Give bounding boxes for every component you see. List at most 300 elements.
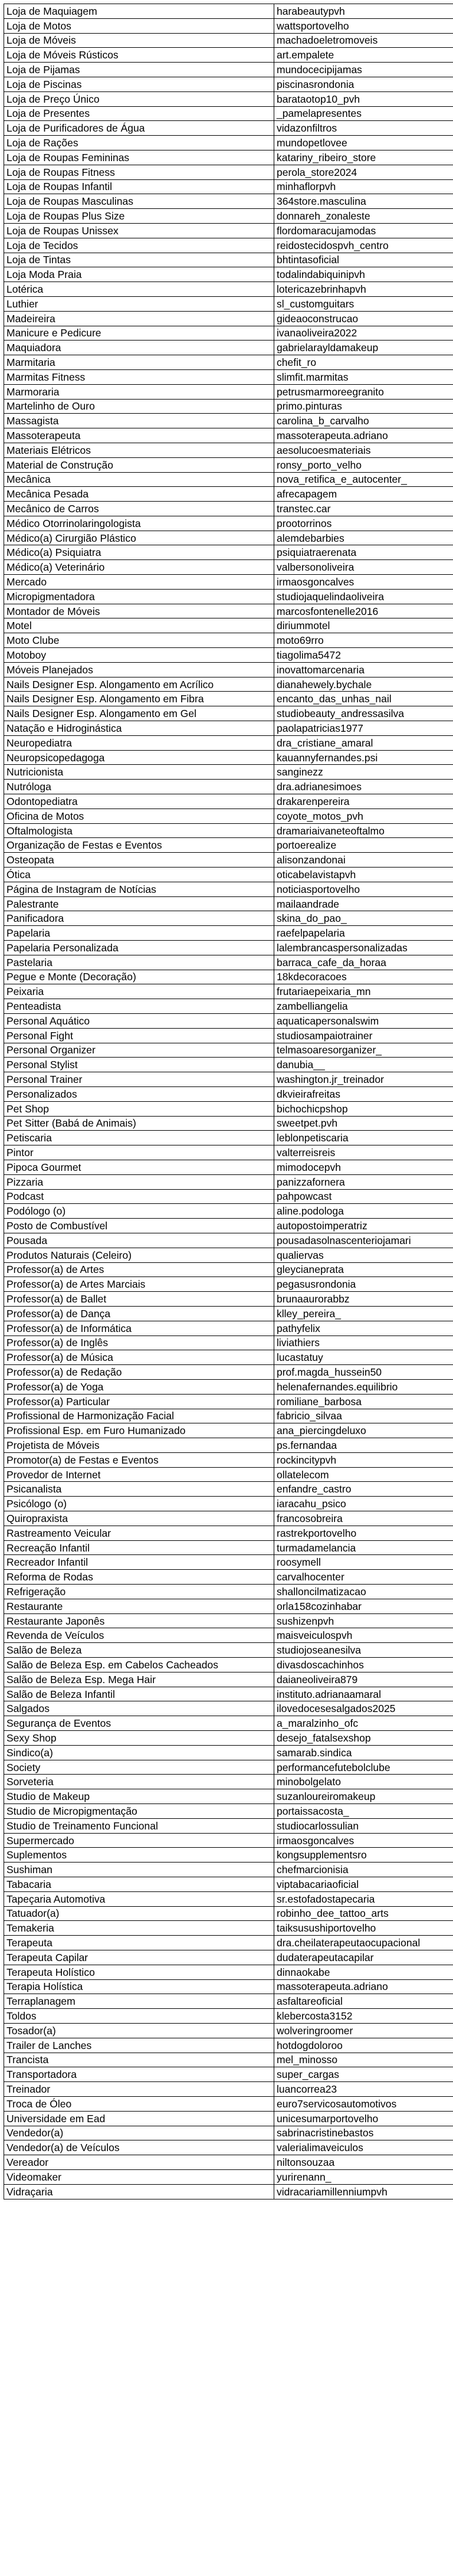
handle-cell[interactable]: klley_pereira_ bbox=[274, 1306, 453, 1321]
handle-cell[interactable]: bichochicpshop bbox=[274, 1101, 453, 1116]
handle-cell[interactable]: chefmarcionisia bbox=[274, 1863, 453, 1877]
handle-cell[interactable]: pahpowcast bbox=[274, 1189, 453, 1204]
category-cell[interactable]: Loja de Roupas Femininas bbox=[4, 150, 274, 165]
category-cell[interactable]: Loja de Roupas Plus Size bbox=[4, 209, 274, 224]
handle-cell[interactable]: slimfit.marmitas bbox=[274, 369, 453, 384]
handle-cell[interactable]: kongsupplementsro bbox=[274, 1848, 453, 1863]
handle-cell[interactable]: minobolgelato bbox=[274, 1775, 453, 1789]
category-cell[interactable]: Organização de Festas e Eventos bbox=[4, 838, 274, 853]
handle-cell[interactable]: iaracahu_psico bbox=[274, 1497, 453, 1511]
handle-cell[interactable]: pegasusrondonia bbox=[274, 1277, 453, 1292]
handle-cell[interactable]: valbersonoliveira bbox=[274, 560, 453, 575]
category-cell[interactable]: Segurança de Eventos bbox=[4, 1716, 274, 1731]
category-cell[interactable]: Suplementos bbox=[4, 1848, 274, 1863]
handle-cell[interactable]: drakarenpereira bbox=[274, 794, 453, 809]
handle-cell[interactable]: roosymell bbox=[274, 1555, 453, 1570]
category-cell[interactable]: Professor(a) de Dança bbox=[4, 1306, 274, 1321]
category-cell[interactable]: Personal Fight bbox=[4, 1028, 274, 1043]
handle-cell[interactable]: brunaaurorabbz bbox=[274, 1292, 453, 1307]
category-cell[interactable]: Transportadora bbox=[4, 2067, 274, 2082]
handle-cell[interactable]: sushizenpvh bbox=[274, 1613, 453, 1628]
category-cell[interactable]: Pegue e Monte (Decoração) bbox=[4, 970, 274, 984]
category-cell[interactable]: Loja de Maquiagem bbox=[4, 4, 274, 19]
handle-cell[interactable]: mimodocepvh bbox=[274, 1160, 453, 1174]
handle-cell[interactable]: massoterapeuta.adriano bbox=[274, 428, 453, 443]
category-cell[interactable]: Luthier bbox=[4, 296, 274, 311]
handle-cell[interactable]: mel_minosso bbox=[274, 2053, 453, 2067]
category-cell[interactable]: Terapeuta bbox=[4, 1936, 274, 1950]
handle-cell[interactable]: vidazonfiltros bbox=[274, 121, 453, 136]
category-cell[interactable]: Loja de Móveis bbox=[4, 33, 274, 48]
category-cell[interactable]: Treinador bbox=[4, 2082, 274, 2097]
category-cell[interactable]: Salão de Beleza Infantil bbox=[4, 1687, 274, 1701]
handle-cell[interactable]: autopostoimperatriz bbox=[274, 1219, 453, 1233]
category-cell[interactable]: Society bbox=[4, 1760, 274, 1775]
handle-cell[interactable]: alisonzandonai bbox=[274, 853, 453, 868]
handle-cell[interactable]: frutariaepeixaria_mn bbox=[274, 984, 453, 999]
handle-cell[interactable]: shalloncilmatizacao bbox=[274, 1585, 453, 1599]
handle-cell[interactable]: zambelliangelia bbox=[274, 999, 453, 1014]
handle-cell[interactable]: afrecapagem bbox=[274, 487, 453, 502]
handle-cell[interactable]: donnareh_zonaleste bbox=[274, 209, 453, 224]
handle-cell[interactable]: prof.magda_hussein50 bbox=[274, 1365, 453, 1380]
category-cell[interactable]: Página de Instagram de Notícias bbox=[4, 882, 274, 896]
category-cell[interactable]: Madeireira bbox=[4, 311, 274, 326]
handle-cell[interactable]: mundopetlovee bbox=[274, 136, 453, 150]
category-cell[interactable]: Supermercado bbox=[4, 1833, 274, 1848]
handle-cell[interactable]: valterreisreis bbox=[274, 1145, 453, 1160]
handle-cell[interactable]: sanginezz bbox=[274, 765, 453, 780]
category-cell[interactable]: Pet Shop bbox=[4, 1101, 274, 1116]
handle-cell[interactable]: tiagolima5472 bbox=[274, 648, 453, 663]
handle-cell[interactable]: performancefutebolclube bbox=[274, 1760, 453, 1775]
category-cell[interactable]: Pet Sitter (Babá de Animais) bbox=[4, 1116, 274, 1131]
handle-cell[interactable]: psiquiatraerenata bbox=[274, 545, 453, 560]
handle-cell[interactable]: desejo_fatalsexshop bbox=[274, 1731, 453, 1746]
handle-cell[interactable]: rockincitypvh bbox=[274, 1452, 453, 1467]
category-cell[interactable]: Materiais Elétricos bbox=[4, 443, 274, 457]
handle-cell[interactable]: dudaterapeutacapilar bbox=[274, 1950, 453, 1965]
category-cell[interactable]: Promotor(a) de Festas e Eventos bbox=[4, 1452, 274, 1467]
handle-cell[interactable]: 364store.masculina bbox=[274, 194, 453, 209]
handle-cell[interactable]: euro7servicosautomotivos bbox=[274, 2096, 453, 2111]
category-cell[interactable]: Terapia Holística bbox=[4, 1979, 274, 1994]
category-cell[interactable]: Odontopediatra bbox=[4, 794, 274, 809]
category-cell[interactable]: Nails Designer Esp. Alongamento em Acrílico bbox=[4, 677, 274, 692]
category-cell[interactable]: Produtos Naturais (Celeiro) bbox=[4, 1248, 274, 1262]
category-cell[interactable]: Oftalmologista bbox=[4, 823, 274, 838]
category-cell[interactable]: Profissional Esp. em Furo Humanizado bbox=[4, 1423, 274, 1438]
category-cell[interactable]: Martelinho de Ouro bbox=[4, 399, 274, 414]
handle-cell[interactable]: diriummotel bbox=[274, 618, 453, 633]
handle-cell[interactable]: irmaosgoncalves bbox=[274, 575, 453, 590]
category-cell[interactable]: Trailer de Lanches bbox=[4, 2038, 274, 2053]
handle-cell[interactable]: mailaandrade bbox=[274, 896, 453, 911]
category-cell[interactable]: Studio de Makeup bbox=[4, 1789, 274, 1804]
handle-cell[interactable]: noticiasportovelho bbox=[274, 882, 453, 896]
handle-cell[interactable]: ivanaoliveira2022 bbox=[274, 326, 453, 341]
handle-cell[interactable]: sr.estofadostapecaria bbox=[274, 1891, 453, 1906]
category-cell[interactable]: Temakeria bbox=[4, 1921, 274, 1936]
category-cell[interactable]: Micropigmentadora bbox=[4, 589, 274, 604]
handle-cell[interactable]: nova_retifica_e_autocenter_ bbox=[274, 472, 453, 487]
handle-cell[interactable]: irmaosgoncalves bbox=[274, 1833, 453, 1848]
handle-cell[interactable]: wolveringroomer bbox=[274, 2023, 453, 2038]
category-cell[interactable]: Mecânica Pesada bbox=[4, 487, 274, 502]
handle-cell[interactable]: kauannyfernandes.psi bbox=[274, 750, 453, 765]
category-cell[interactable]: Massagista bbox=[4, 414, 274, 428]
handle-cell[interactable]: liviathiers bbox=[274, 1336, 453, 1350]
handle-cell[interactable]: studiosampaiotrainer bbox=[274, 1028, 453, 1043]
category-cell[interactable]: Petiscaria bbox=[4, 1131, 274, 1145]
category-cell[interactable]: Personal Aquático bbox=[4, 1013, 274, 1028]
handle-cell[interactable]: carolina_b_carvalho bbox=[274, 414, 453, 428]
category-cell[interactable]: Nutróloga bbox=[4, 780, 274, 794]
handle-cell[interactable]: aline.podologa bbox=[274, 1204, 453, 1219]
handle-cell[interactable]: unicesumarportovelho bbox=[274, 2111, 453, 2126]
category-cell[interactable]: Vidraçaria bbox=[4, 2184, 274, 2199]
handle-cell[interactable]: maisveiculospvh bbox=[274, 1628, 453, 1643]
handle-cell[interactable]: telmasoaresorganizer_ bbox=[274, 1043, 453, 1058]
handle-cell[interactable]: taiksusushiportovelho bbox=[274, 1921, 453, 1936]
category-cell[interactable]: Rastreamento Veicular bbox=[4, 1526, 274, 1540]
category-cell[interactable]: Mercado bbox=[4, 575, 274, 590]
category-cell[interactable]: Neuropediatra bbox=[4, 735, 274, 750]
handle-cell[interactable]: art.empalete bbox=[274, 48, 453, 63]
category-cell[interactable]: Loja de Presentes bbox=[4, 106, 274, 121]
category-cell[interactable]: Sushiman bbox=[4, 1863, 274, 1877]
category-cell[interactable]: Pastelaria bbox=[4, 955, 274, 970]
category-cell[interactable]: Professor(a) Particular bbox=[4, 1394, 274, 1409]
category-cell[interactable]: Loja de Roupas Fitness bbox=[4, 165, 274, 179]
handle-cell[interactable]: piscinasrondonia bbox=[274, 77, 453, 91]
handle-cell[interactable]: dkvieirafreitas bbox=[274, 1086, 453, 1101]
handle-cell[interactable]: perola_store2024 bbox=[274, 165, 453, 179]
handle-cell[interactable]: danubia__ bbox=[274, 1058, 453, 1072]
handle-cell[interactable]: ana_piercingdeluxo bbox=[274, 1423, 453, 1438]
handle-cell[interactable]: barraca_cafe_da_horaa bbox=[274, 955, 453, 970]
handle-cell[interactable]: francosobreira bbox=[274, 1511, 453, 1526]
category-cell[interactable]: Lotérica bbox=[4, 282, 274, 297]
category-cell[interactable]: Provedor de Internet bbox=[4, 1467, 274, 1482]
category-cell[interactable]: Médico(a) Veterinário bbox=[4, 560, 274, 575]
category-cell[interactable]: Tapeçaria Automotiva bbox=[4, 1891, 274, 1906]
category-cell[interactable]: Salão de Beleza Esp. em Cabelos Cacheados bbox=[4, 1658, 274, 1672]
category-cell[interactable]: Loja de Roupas Infantil bbox=[4, 179, 274, 194]
handle-cell[interactable]: hotdogdoloroo bbox=[274, 2038, 453, 2053]
category-cell[interactable]: Troca de Óleo bbox=[4, 2096, 274, 2111]
handle-cell[interactable]: todalindabiquinipvh bbox=[274, 267, 453, 282]
handle-cell[interactable]: niltonsouzaa bbox=[274, 2155, 453, 2170]
category-cell[interactable]: Professor(a) de Artes bbox=[4, 1262, 274, 1277]
category-cell[interactable]: Móveis Planejados bbox=[4, 662, 274, 677]
category-cell[interactable]: Professor(a) de Informática bbox=[4, 1321, 274, 1336]
category-cell[interactable]: Projetista de Móveis bbox=[4, 1438, 274, 1453]
handle-cell[interactable]: massoterapeuta.adriano bbox=[274, 1979, 453, 1994]
category-cell[interactable]: Mecânico de Carros bbox=[4, 502, 274, 516]
category-cell[interactable]: Natação e Hidroginástica bbox=[4, 721, 274, 736]
category-cell[interactable]: Moto Clube bbox=[4, 633, 274, 648]
category-cell[interactable]: Recreador Infantil bbox=[4, 1555, 274, 1570]
handle-cell[interactable]: gabrielarayldamakeup bbox=[274, 341, 453, 355]
category-cell[interactable]: Palestrante bbox=[4, 896, 274, 911]
category-cell[interactable]: Marmitaria bbox=[4, 355, 274, 370]
handle-cell[interactable]: flordomaracujamodas bbox=[274, 223, 453, 238]
category-cell[interactable]: Personal Organizer bbox=[4, 1043, 274, 1058]
handle-cell[interactable]: washington.jr_treinador bbox=[274, 1072, 453, 1087]
category-cell[interactable]: Médico(a) Cirurgião Plástico bbox=[4, 531, 274, 545]
category-cell[interactable]: Nails Designer Esp. Alongamento em Fibra bbox=[4, 692, 274, 706]
category-cell[interactable]: Sorveteria bbox=[4, 1775, 274, 1789]
handle-cell[interactable]: samarab.sindica bbox=[274, 1745, 453, 1760]
handle-cell[interactable]: lalembrancaspersonalizadas bbox=[274, 941, 453, 955]
handle-cell[interactable]: carvalhocenter bbox=[274, 1570, 453, 1585]
handle-cell[interactable]: instituto.adrianaamaral bbox=[274, 1687, 453, 1701]
category-cell[interactable]: Médico Otorrinolaringologista bbox=[4, 516, 274, 531]
handle-cell[interactable]: 18kdecoracoes bbox=[274, 970, 453, 984]
handle-cell[interactable]: gleycianeprata bbox=[274, 1262, 453, 1277]
category-cell[interactable]: Nutricionista bbox=[4, 765, 274, 780]
handle-cell[interactable]: mundocecipijamas bbox=[274, 63, 453, 77]
category-cell[interactable]: Massoterapeuta bbox=[4, 428, 274, 443]
category-cell[interactable]: Reforma de Rodas bbox=[4, 1570, 274, 1585]
category-cell[interactable]: Loja de Tintas bbox=[4, 253, 274, 267]
handle-cell[interactable]: dramariaivaneteoftalmo bbox=[274, 823, 453, 838]
handle-cell[interactable]: bhtintasoficial bbox=[274, 253, 453, 267]
handle-cell[interactable]: robinho_dee_tattoo_arts bbox=[274, 1906, 453, 1921]
category-cell[interactable]: Tosador(a) bbox=[4, 2023, 274, 2038]
handle-cell[interactable]: turmadamelancia bbox=[274, 1540, 453, 1555]
handle-cell[interactable]: pathyfelix bbox=[274, 1321, 453, 1336]
category-cell[interactable]: Revenda de Veículos bbox=[4, 1628, 274, 1643]
category-cell[interactable]: Oficina de Motos bbox=[4, 809, 274, 823]
handle-cell[interactable]: petrusmarmoreegranito bbox=[274, 384, 453, 399]
handle-cell[interactable]: orla158cozinhabar bbox=[274, 1599, 453, 1613]
category-cell[interactable]: Maquiadora bbox=[4, 341, 274, 355]
handle-cell[interactable]: studiojaquelindaoliveira bbox=[274, 589, 453, 604]
handle-cell[interactable]: panizzafornera bbox=[274, 1174, 453, 1189]
category-cell[interactable]: Penteadista bbox=[4, 999, 274, 1014]
category-cell[interactable]: Refrigeração bbox=[4, 1585, 274, 1599]
category-cell[interactable]: Mecânica bbox=[4, 472, 274, 487]
handle-cell[interactable]: ilovedocesesalgados2025 bbox=[274, 1701, 453, 1716]
handle-cell[interactable]: super_cargas bbox=[274, 2067, 453, 2082]
handle-cell[interactable]: primo.pinturas bbox=[274, 399, 453, 414]
category-cell[interactable]: Neuropsicopedagoga bbox=[4, 750, 274, 765]
handle-cell[interactable]: helenafernandes.equilibrio bbox=[274, 1379, 453, 1394]
handle-cell[interactable]: pousadasolnascenteriojamari bbox=[274, 1233, 453, 1248]
handle-cell[interactable]: inovattomarcenaria bbox=[274, 662, 453, 677]
handle-cell[interactable]: transtec.car bbox=[274, 502, 453, 516]
category-cell[interactable]: Salão de Beleza Esp. Mega Hair bbox=[4, 1672, 274, 1687]
category-cell[interactable]: Professor(a) de Inglês bbox=[4, 1336, 274, 1350]
handle-cell[interactable]: aesolucoesmateriais bbox=[274, 443, 453, 457]
handle-cell[interactable]: dra.cheilaterapeutaocupacional bbox=[274, 1936, 453, 1950]
category-cell[interactable]: Loja de Preço Único bbox=[4, 91, 274, 106]
category-cell[interactable]: Motoboy bbox=[4, 648, 274, 663]
handle-cell[interactable]: prootorrinos bbox=[274, 516, 453, 531]
handle-cell[interactable]: wattsportovelho bbox=[274, 18, 453, 33]
category-cell[interactable]: Material de Construção bbox=[4, 457, 274, 472]
category-cell[interactable]: Loja de Roupas Masculinas bbox=[4, 194, 274, 209]
category-cell[interactable]: Loja Moda Praia bbox=[4, 267, 274, 282]
category-cell[interactable]: Terraplanagem bbox=[4, 1994, 274, 2009]
category-cell[interactable]: Nails Designer Esp. Alongamento em Gel bbox=[4, 706, 274, 721]
handle-cell[interactable]: daianeoliveira879 bbox=[274, 1672, 453, 1687]
handle-cell[interactable]: portaissacosta_ bbox=[274, 1804, 453, 1819]
category-cell[interactable]: Podcast bbox=[4, 1189, 274, 1204]
handle-cell[interactable]: ps.fernandaa bbox=[274, 1438, 453, 1453]
category-cell[interactable]: Tabacaria bbox=[4, 1877, 274, 1892]
category-cell[interactable]: Recreação Infantil bbox=[4, 1540, 274, 1555]
category-cell[interactable]: Montador de Móveis bbox=[4, 604, 274, 618]
handle-cell[interactable]: dra_cristiane_amaral bbox=[274, 735, 453, 750]
category-cell[interactable]: Personal Stylist bbox=[4, 1058, 274, 1072]
handle-cell[interactable]: suzanloureiromakeup bbox=[274, 1789, 453, 1804]
handle-cell[interactable]: sabrinacristinebastos bbox=[274, 2126, 453, 2140]
category-cell[interactable]: Psicanalista bbox=[4, 1482, 274, 1497]
category-cell[interactable]: Pousada bbox=[4, 1233, 274, 1248]
category-cell[interactable]: Professor(a) de Yoga bbox=[4, 1379, 274, 1394]
handle-cell[interactable]: gideaoconstrucao bbox=[274, 311, 453, 326]
handle-cell[interactable]: divasdoscachinhos bbox=[274, 1658, 453, 1672]
handle-cell[interactable]: studiojoseanesilva bbox=[274, 1643, 453, 1658]
handle-cell[interactable]: luancorrea23 bbox=[274, 2082, 453, 2097]
category-cell[interactable]: Professor(a) de Redação bbox=[4, 1365, 274, 1380]
category-cell[interactable]: Panificadora bbox=[4, 911, 274, 926]
handle-cell[interactable]: yurirenann_ bbox=[274, 2169, 453, 2184]
category-cell[interactable]: Terapeuta Holístico bbox=[4, 1965, 274, 1979]
category-cell[interactable]: Professor(a) de Música bbox=[4, 1350, 274, 1365]
handle-cell[interactable]: harabeautypvh bbox=[274, 4, 453, 19]
category-cell[interactable]: Toldos bbox=[4, 2009, 274, 2024]
category-cell[interactable]: Restaurante Japonês bbox=[4, 1613, 274, 1628]
category-cell[interactable]: Universidade em Ead bbox=[4, 2111, 274, 2126]
handle-cell[interactable]: valerialimaveiculos bbox=[274, 2140, 453, 2155]
handle-cell[interactable]: sl_customguitars bbox=[274, 296, 453, 311]
category-cell[interactable]: Personal Trainer bbox=[4, 1072, 274, 1087]
category-cell[interactable]: Marmoraria bbox=[4, 384, 274, 399]
category-cell[interactable]: Pizzaria bbox=[4, 1174, 274, 1189]
handle-cell[interactable]: lotericazebrinhapvh bbox=[274, 282, 453, 297]
handle-cell[interactable]: katariny_ribeiro_store bbox=[274, 150, 453, 165]
handle-cell[interactable]: coyote_motos_pvh bbox=[274, 809, 453, 823]
category-cell[interactable]: Profissional de Harmonização Facial bbox=[4, 1409, 274, 1423]
handle-cell[interactable]: marcosfontenelle2016 bbox=[274, 604, 453, 618]
handle-cell[interactable]: studiobeauty_andressasilva bbox=[274, 706, 453, 721]
handle-cell[interactable]: encanto_das_unhas_nail bbox=[274, 692, 453, 706]
category-cell[interactable]: Peixaria bbox=[4, 984, 274, 999]
handle-cell[interactable]: qualiervas bbox=[274, 1248, 453, 1262]
handle-cell[interactable]: machadoeletromoveis bbox=[274, 33, 453, 48]
category-cell[interactable]: Sindico(a) bbox=[4, 1745, 274, 1760]
handle-cell[interactable]: studiocarlossulian bbox=[274, 1818, 453, 1833]
handle-cell[interactable]: chefit_ro bbox=[274, 355, 453, 370]
handle-cell[interactable]: skina_do_pao_ bbox=[274, 911, 453, 926]
category-cell[interactable]: Loja de Motos bbox=[4, 18, 274, 33]
category-cell[interactable]: Manicure e Pedicure bbox=[4, 326, 274, 341]
category-cell[interactable]: Loja de Pijamas bbox=[4, 63, 274, 77]
category-cell[interactable]: Studio de Treinamento Funcional bbox=[4, 1818, 274, 1833]
handle-cell[interactable]: oticabelavistapvh bbox=[274, 868, 453, 882]
handle-cell[interactable]: reidostecidospvh_centro bbox=[274, 238, 453, 253]
handle-cell[interactable]: minhaflorpvh bbox=[274, 179, 453, 194]
handle-cell[interactable]: moto69rro bbox=[274, 633, 453, 648]
category-cell[interactable]: Loja de Roupas Unissex bbox=[4, 223, 274, 238]
handle-cell[interactable]: sweetpet.pvh bbox=[274, 1116, 453, 1131]
category-cell[interactable]: Tatuador(a) bbox=[4, 1906, 274, 1921]
handle-cell[interactable]: klebercosta3152 bbox=[274, 2009, 453, 2024]
category-cell[interactable]: Pintor bbox=[4, 1145, 274, 1160]
handle-cell[interactable]: vidracariamillenniumpvh bbox=[274, 2184, 453, 2199]
category-cell[interactable]: Loja de Tecidos bbox=[4, 238, 274, 253]
handle-cell[interactable]: ollatelecom bbox=[274, 1467, 453, 1482]
category-cell[interactable]: Psicólogo (o) bbox=[4, 1497, 274, 1511]
category-cell[interactable]: Salgados bbox=[4, 1701, 274, 1716]
handle-cell[interactable]: aquaticapersonalswim bbox=[274, 1013, 453, 1028]
handle-cell[interactable]: leblonpetiscaria bbox=[274, 1131, 453, 1145]
category-cell[interactable]: Loja de Móveis Rústicos bbox=[4, 48, 274, 63]
handle-cell[interactable]: lucastatuy bbox=[274, 1350, 453, 1365]
handle-cell[interactable]: a_maralzinho_ofc bbox=[274, 1716, 453, 1731]
category-cell[interactable]: Papelaria Personalizada bbox=[4, 941, 274, 955]
category-cell[interactable]: Médico(a) Psiquiatra bbox=[4, 545, 274, 560]
category-cell[interactable]: Marmitas Fitness bbox=[4, 369, 274, 384]
category-cell[interactable]: Vereador bbox=[4, 2155, 274, 2170]
category-cell[interactable]: Loja de Piscinas bbox=[4, 77, 274, 91]
handle-cell[interactable]: barataotop10_pvh bbox=[274, 91, 453, 106]
category-cell[interactable]: Loja de Rações bbox=[4, 136, 274, 150]
handle-cell[interactable]: dra.adrianesimoes bbox=[274, 780, 453, 794]
handle-cell[interactable]: portoerealize bbox=[274, 838, 453, 853]
category-cell[interactable]: Salão de Beleza bbox=[4, 1643, 274, 1658]
handle-cell[interactable]: alemdebarbies bbox=[274, 531, 453, 545]
handle-cell[interactable]: rastrekportovelho bbox=[274, 1526, 453, 1540]
handle-cell[interactable]: _pamelapresentes bbox=[274, 106, 453, 121]
handle-cell[interactable]: raefelpapelaria bbox=[274, 926, 453, 941]
category-cell[interactable]: Restaurante bbox=[4, 1599, 274, 1613]
category-cell[interactable]: Osteopata bbox=[4, 853, 274, 868]
category-cell[interactable]: Ótica bbox=[4, 868, 274, 882]
category-cell[interactable]: Professor(a) de Artes Marciais bbox=[4, 1277, 274, 1292]
handle-cell[interactable]: enfandre_castro bbox=[274, 1482, 453, 1497]
handle-cell[interactable]: asfaltareoficial bbox=[274, 1994, 453, 2009]
category-cell[interactable]: Trancista bbox=[4, 2053, 274, 2067]
category-cell[interactable]: Posto de Combustível bbox=[4, 1219, 274, 1233]
category-cell[interactable]: Motel bbox=[4, 618, 274, 633]
category-cell[interactable]: Videomaker bbox=[4, 2169, 274, 2184]
handle-cell[interactable]: romiliane_barbosa bbox=[274, 1394, 453, 1409]
handle-cell[interactable]: paolapatricias1977 bbox=[274, 721, 453, 736]
handle-cell[interactable]: fabricio_silvaa bbox=[274, 1409, 453, 1423]
handle-cell[interactable]: dianahewely.bychale bbox=[274, 677, 453, 692]
category-cell[interactable]: Pipoca Gourmet bbox=[4, 1160, 274, 1174]
handle-cell[interactable]: viptabacariaoficial bbox=[274, 1877, 453, 1892]
handle-cell[interactable]: dinnaokabe bbox=[274, 1965, 453, 1979]
category-cell[interactable]: Personalizados bbox=[4, 1086, 274, 1101]
category-cell[interactable]: Professor(a) de Ballet bbox=[4, 1292, 274, 1307]
category-cell[interactable]: Loja de Purificadores de Água bbox=[4, 121, 274, 136]
category-cell[interactable]: Papelaria bbox=[4, 926, 274, 941]
category-cell[interactable]: Quiropraxista bbox=[4, 1511, 274, 1526]
category-cell[interactable]: Terapeuta Capilar bbox=[4, 1950, 274, 1965]
category-cell[interactable]: Studio de Micropigmentação bbox=[4, 1804, 274, 1819]
category-cell[interactable]: Vendedor(a) de Veículos bbox=[4, 2140, 274, 2155]
category-cell[interactable]: Sexy Shop bbox=[4, 1731, 274, 1746]
category-cell[interactable]: Podólogo (o) bbox=[4, 1204, 274, 1219]
category-cell[interactable]: Vendedor(a) bbox=[4, 2126, 274, 2140]
handle-cell[interactable]: ronsy_porto_velho bbox=[274, 457, 453, 472]
